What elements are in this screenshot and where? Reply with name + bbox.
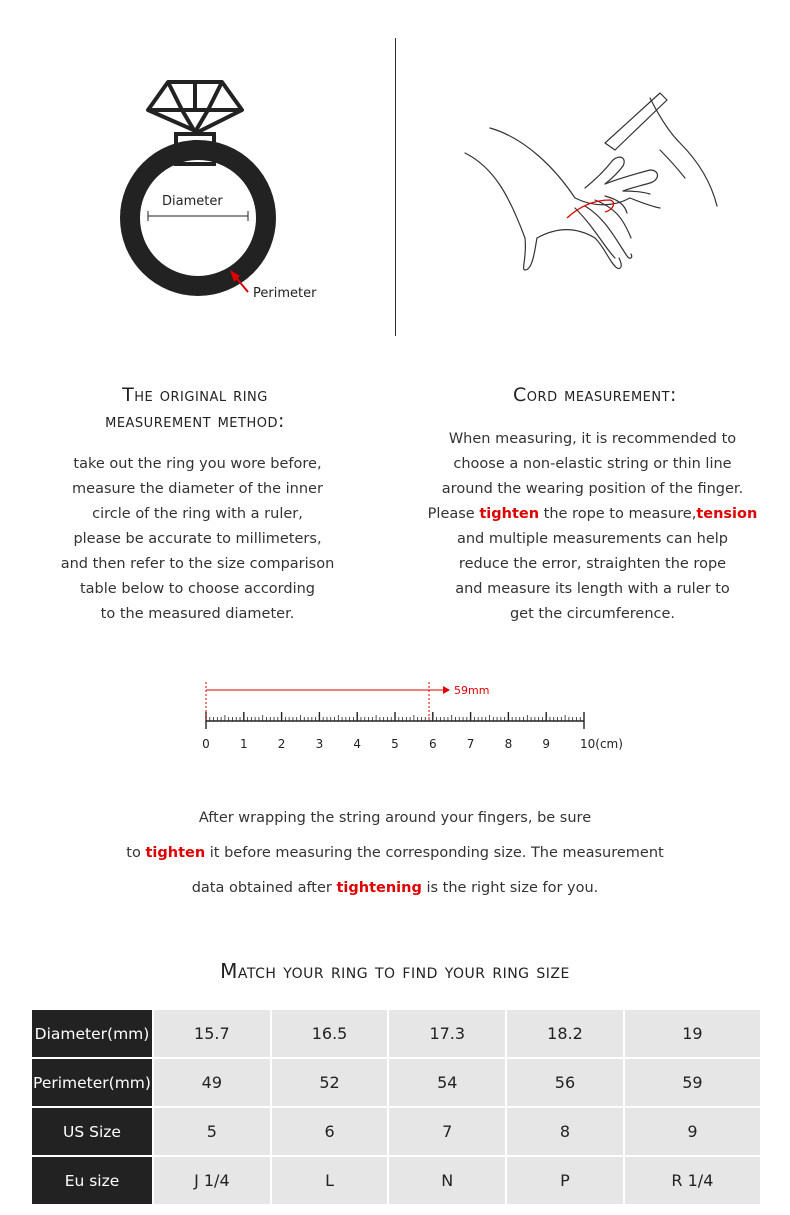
size-table (30, 1008, 762, 1206)
left-line: circle of the ring with a ruler, (92, 506, 303, 522)
right-line: around the wearing position of the finger. (441, 481, 744, 497)
row-header: Diameter(mm) (32, 1010, 152, 1057)
ruler-tick-label: 5 (391, 737, 399, 751)
gem-icon (148, 82, 242, 132)
table-title: Match your ring to find your ring size (220, 959, 570, 983)
table-cell: 59 (625, 1059, 760, 1106)
ruler-tick-label: 0 (202, 737, 210, 751)
ruler-tick-label: 7 (466, 737, 475, 751)
table-row (32, 1157, 760, 1204)
table-cell: 54 (389, 1059, 505, 1106)
table-cell: J 1/4 (154, 1157, 270, 1204)
ruler-tick-label: 10(cm) (580, 737, 623, 751)
left-line: to the measured diameter. (100, 606, 295, 622)
ruler-tick-label: 8 (504, 737, 513, 751)
table-cell: R 1/4 (625, 1157, 760, 1204)
marker-label: 59mm (454, 684, 490, 697)
note-line1: After wrapping the string around your fingers, be sure (198, 810, 592, 826)
ruler-tick-label: 4 (353, 737, 362, 751)
left-line: please be accurate to millimeters, (73, 531, 322, 547)
right-line: When measuring, it is recommended to (448, 431, 737, 447)
row-header: US Size (32, 1108, 152, 1155)
table-cell: L (272, 1157, 388, 1204)
ruler-tick-label: 3 (315, 737, 324, 751)
table-cell: 7 (389, 1108, 505, 1155)
table-cell: 56 (507, 1059, 623, 1106)
ruler-tick-label: 6 (428, 737, 437, 751)
diameter-label: Diameter (162, 194, 223, 209)
right-section-body (425, 427, 760, 627)
right-line: and multiple measurements can help (456, 531, 729, 547)
table-cell: 16.5 (272, 1010, 388, 1057)
table-cell: N (389, 1157, 505, 1204)
right-line: and measure its length with a ruler to (455, 581, 730, 597)
ruler-illustration (195, 676, 635, 756)
right-line: get the circumference. (509, 606, 676, 622)
vertical-divider (395, 38, 396, 336)
ruler-tick-label: 2 (277, 737, 286, 751)
row-header: Eu size (32, 1157, 152, 1204)
table-row (32, 1010, 760, 1057)
tension-emphasis: tension (696, 506, 758, 522)
left-section-body (35, 452, 360, 627)
hand-measuring-illustration (455, 88, 735, 278)
table-cell: 18.2 (507, 1010, 623, 1057)
table-cell: 15.7 (154, 1010, 270, 1057)
tighten-emphasis: tighten (479, 506, 540, 522)
table-cell: 6 (272, 1108, 388, 1155)
left-section-title (50, 382, 340, 434)
table-cell: 52 (272, 1059, 388, 1106)
right-line: choose a non-elastic string or thin line (453, 456, 732, 472)
right-line-tighten: Please tighten the rope to measure,tension (427, 506, 758, 522)
note-line2: to tighten it before measuring the corresponding size. The measurement (126, 845, 664, 861)
table-cell: 17.3 (389, 1010, 505, 1057)
left-line: and then refer to the size comparison (60, 556, 335, 572)
table-cell: 8 (507, 1108, 623, 1155)
perimeter-label: Perimeter (253, 286, 317, 301)
left-line: measure the diameter of the inner (72, 481, 323, 497)
left-title-line2: measurement method: (105, 410, 285, 432)
right-section-title: Cord measurement: (513, 384, 677, 406)
tightening-emphasis: tightening (336, 880, 422, 896)
table-cell: 19 (625, 1010, 760, 1057)
table-cell: P (507, 1157, 623, 1204)
left-line: table below to choose according (79, 581, 316, 597)
table-row (32, 1059, 760, 1106)
right-line: reduce the error, straighten the rope (458, 556, 727, 572)
left-title-line1: The original ring (122, 384, 268, 406)
row-header: Perimeter(mm) (32, 1059, 152, 1106)
note-line3: data obtained after tightening is the right size for you. (191, 880, 599, 896)
left-line: take out the ring you wore before, (73, 456, 322, 472)
ruler-tick-label: 1 (239, 737, 248, 751)
table-cell: 49 (154, 1059, 270, 1106)
table-cell: 5 (154, 1108, 270, 1155)
tighten-emphasis: tighten (145, 845, 206, 861)
ring-illustration (110, 70, 340, 320)
marker-arrow-head (443, 686, 450, 694)
table-row (32, 1108, 760, 1155)
ruler-tick-label: 9 (542, 737, 551, 751)
table-cell: 9 (625, 1108, 760, 1155)
